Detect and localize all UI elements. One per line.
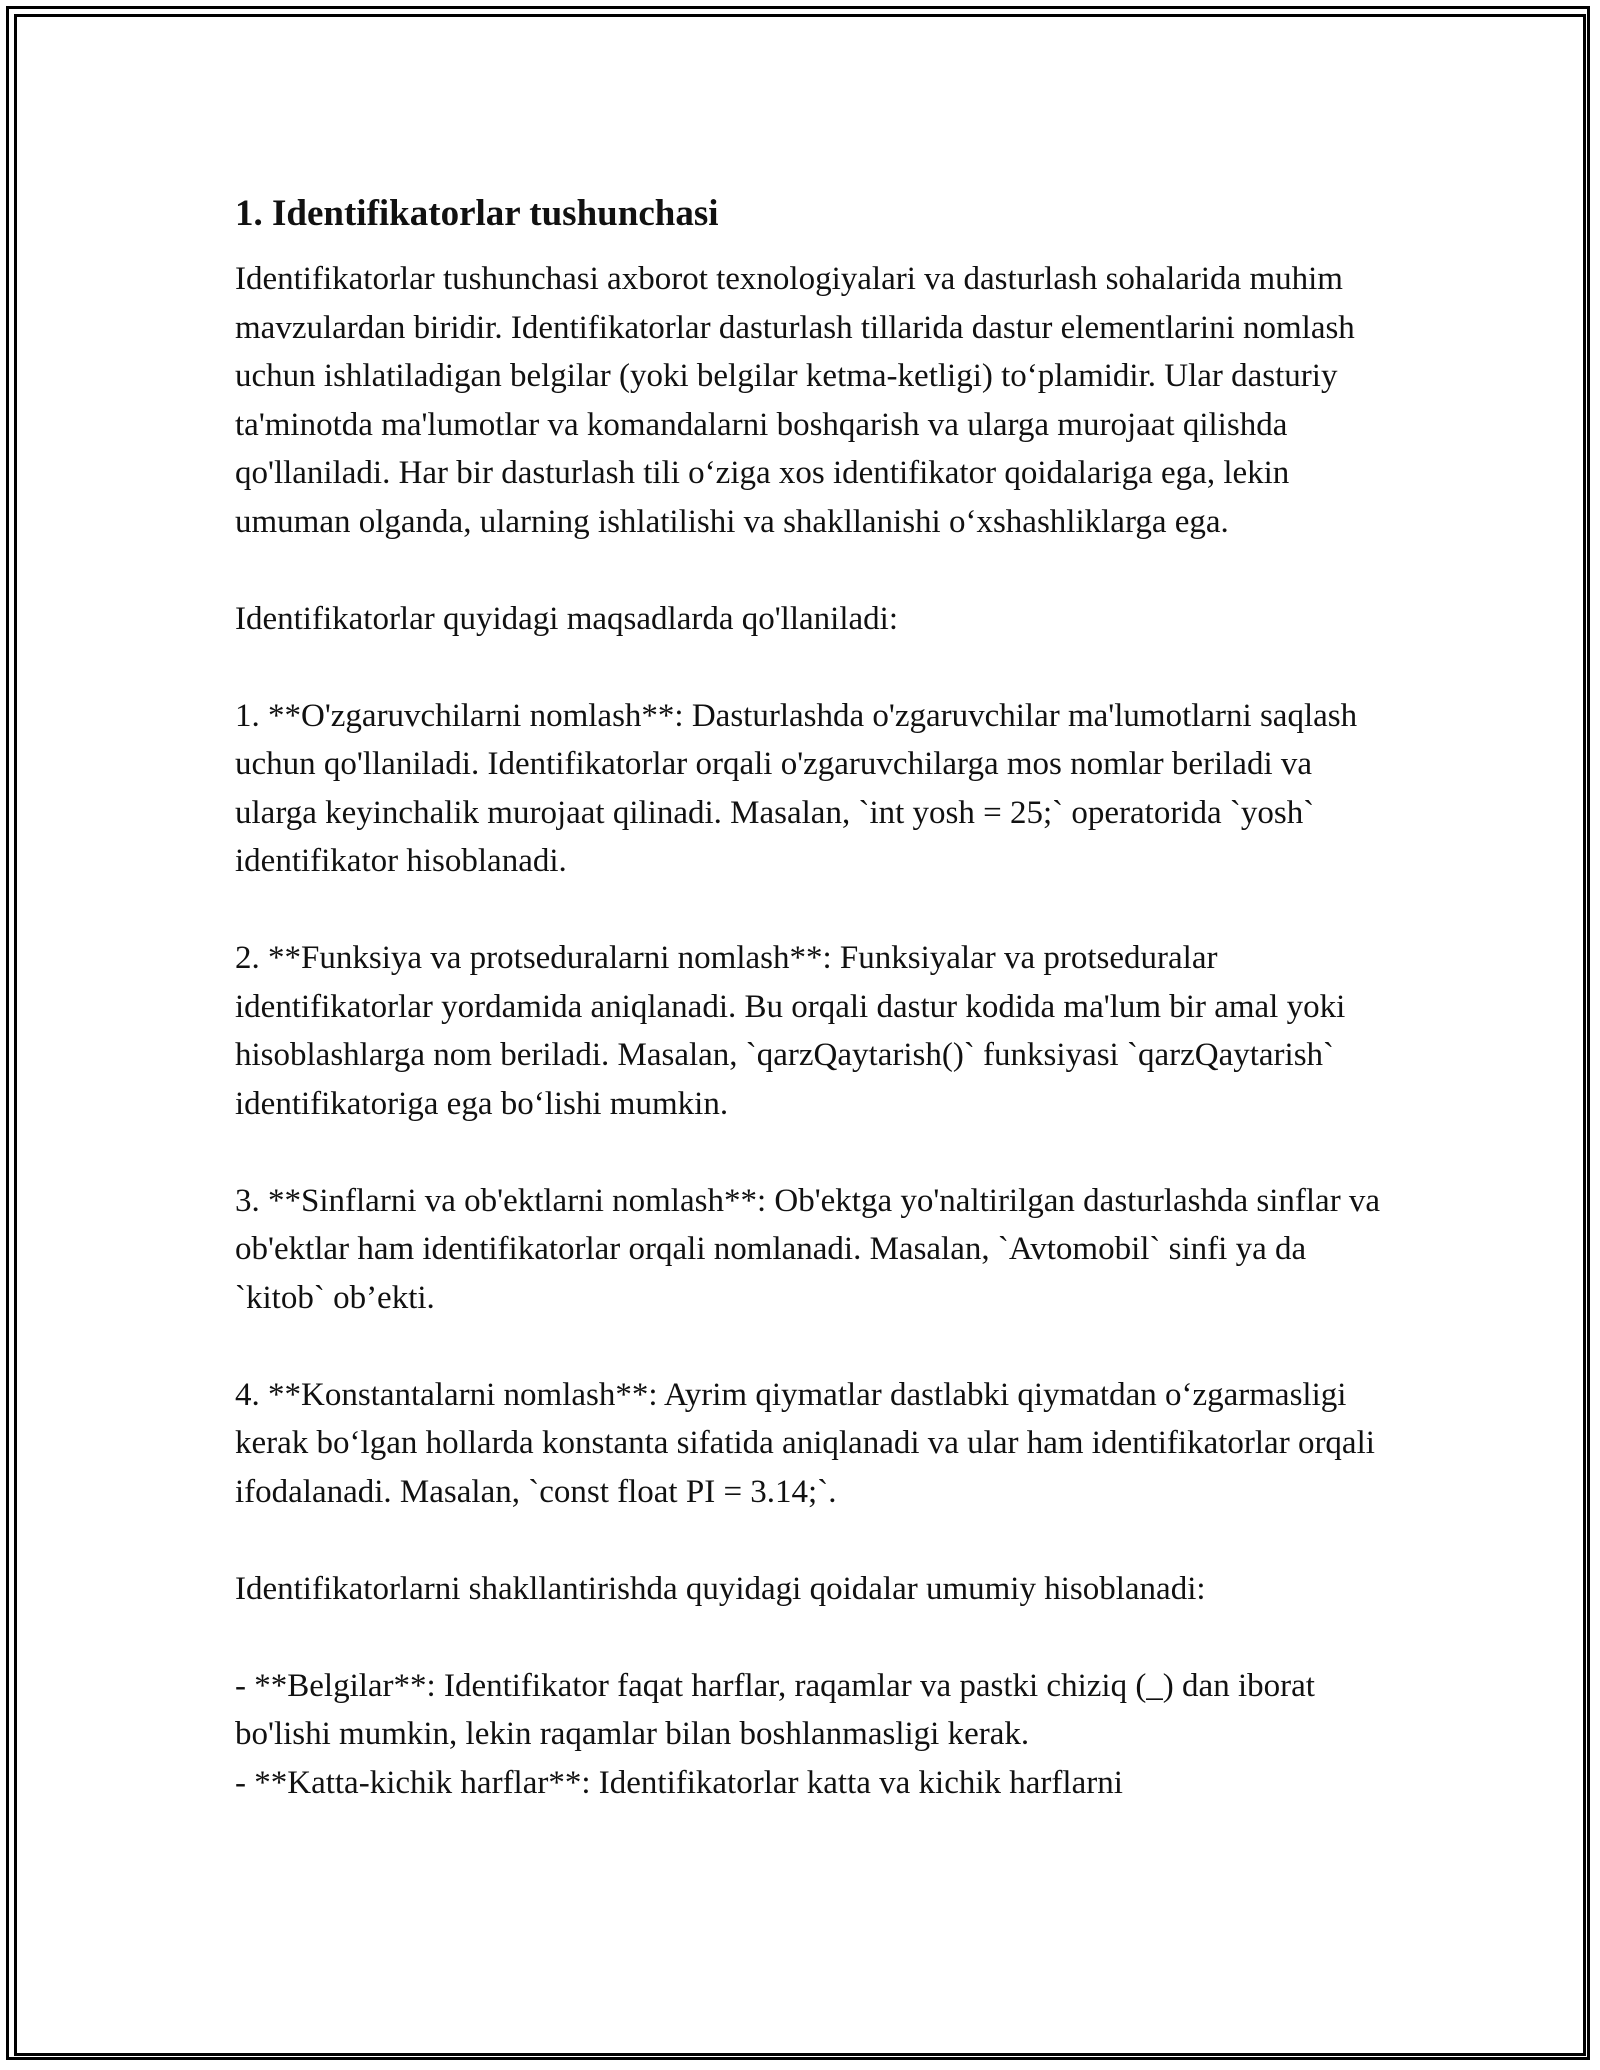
- purpose-item: 2. **Funksiya va protseduralarni nomlash**: Funksiyalar va protseduralar identifikatorlar yordamida aniqlanadi. Bu orqali dastur kodida ma'lum bir amal yoki hisoblashlarga nom beriladi. Masalan, `qarzQaytarish()` funksiyasi `qarzQaytarish` identifikatoriga ega bo‘lishi mumkin.: [235, 940, 1346, 1122]
- purpose-item: 1. **O'zgaruvchilarni nomlash**: Dasturlashda o'zgaruvchilar ma'lumotlarni saqlash uchun qo'llaniladi. Identifikatorlar orqali o'zgaruvchilarga mos nomlar beriladi va ularga keyinchalik murojaat qilinadi. Masalan, `int yosh = 25;` operatorida `yosh` identifikator hisoblanadi.: [235, 697, 1358, 879]
- purpose-item: 3. **Sinflarni va ob'ektlarni nomlash**: Ob'ektga yo'naltirilgan dasturlashda sinflar va ob'ektlar ham identifikatorlar orqali nomlanadi. Masalan, `Avtomobil` sinfi ya da `kitob` ob’ekti.: [235, 1182, 1381, 1316]
- rule-item: - **Katta-kichik harflar**: Identifikatorlar katta va kichik harflarni: [235, 1764, 1123, 1801]
- section-heading: 1. Identifikatorlar tushunchasi: [235, 193, 719, 234]
- purpose-item: 4. **Konstantalarni nomlash**: Ayrim qiymatlar dastlabki qiymatdan o‘zgarmasligi kerak bo‘lgan hollarda konstanta sifatida aniqlanadi va ular ham identifikatorlar orqali ifodalanadi. Masalan, `const float PI = 3.14;`.: [235, 1376, 1375, 1510]
- rules-intro: Identifikatorlarni shakllantirishda quyidagi qoidalar umumiy hisoblanadi:: [235, 1570, 1206, 1607]
- document-body: [235, 190, 1385, 1807]
- rule-item: - **Belgilar**: Identifikator faqat harflar, raqamlar va pastki chiziq (_) dan iborat bo'lishi mumkin, lekin raqamlar bilan boshlanmasligi kerak.: [235, 1667, 1315, 1752]
- purposes-intro: Identifikatorlar quyidagi maqsadlarda qo'llaniladi:: [235, 600, 898, 637]
- intro-paragraph: Identifikatorlar tushunchasi axborot texnologiyalari va dasturlash sohalarida muhim mavzulardan biridir. Identifikatorlar dasturlash tillarida dastur elementlarini nomlash uchun ishlatiladigan belgilar (yoki belgilar ketma-ketligi) to‘plamidir. Ular dasturiy ta'minotda ma'lumotlar va komandalarni boshqarish va ularga murojaat qilishda qo'llaniladi. Har bir dasturlash tili o‘ziga xos identifikator qoidalariga ega, lekin umuman olganda, ularning ishlatilishi va shakllanishi o‘xshashliklarga ega.: [235, 261, 1355, 540]
